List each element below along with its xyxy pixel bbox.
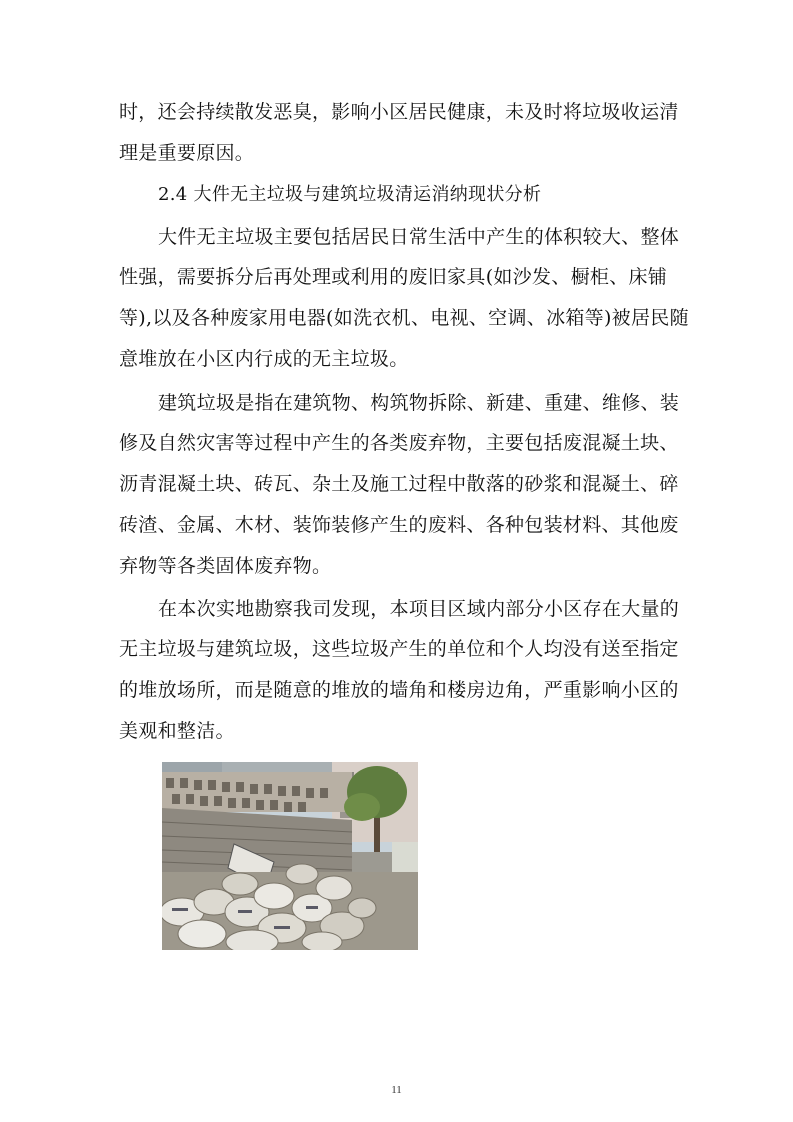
paragraph-line: 美观和整洁。	[119, 720, 235, 742]
page-number: 11	[391, 1084, 402, 1096]
paragraph-line: 的堆放场所，而是随意的堆放的墙角和楼房边角，严重影响小区的	[119, 679, 679, 701]
paragraph-line: 在本次实地勘察我司发现，本项目区域内部分小区存在大量的	[158, 598, 680, 620]
paragraph-line: 等),以及各种废家用电器(如洗衣机、电视、空调、冰箱等)被居民随	[119, 307, 689, 329]
paragraph-line: 弃物等各类固体废弃物。	[119, 555, 332, 577]
paragraph-line: 理是重要原因。	[119, 142, 255, 164]
paragraph-line: 沥青混凝土块、砖瓦、杂土及施工过程中散落的砂浆和混凝土、碎	[119, 473, 679, 495]
paragraph-line: 砖渣、金属、木材、装饰装修产生的废料、各种包装材料、其他废	[119, 514, 679, 536]
paragraph-line: 时，还会持续散发恶臭，影响小区居民健康，未及时将垃圾收运清	[119, 101, 679, 123]
paragraph-line: 大件无主垃圾主要包括居民日常生活中产生的体积较大、整体	[158, 226, 680, 248]
paragraph-line: 性强，需要拆分后再处理或利用的废旧家具(如沙发、橱柜、床铺	[119, 266, 668, 288]
paragraph-line: 建筑垃圾是指在建筑物、构筑物拆除、新建、重建、维修、装	[158, 392, 680, 414]
garbage-pile-photo	[162, 762, 418, 950]
section-heading: 2.4 大件无主垃圾与建筑垃圾清运消纳现状分析	[158, 184, 542, 205]
paragraph-line: 无主垃圾与建筑垃圾，这些垃圾产生的单位和个人均没有送至指定	[119, 638, 679, 660]
paragraph-line: 修及自然灾害等过程中产生的各类废弃物，主要包括废混凝土块、	[119, 432, 679, 454]
paragraph-line: 意堆放在小区内行成的无主垃圾。	[119, 348, 409, 370]
